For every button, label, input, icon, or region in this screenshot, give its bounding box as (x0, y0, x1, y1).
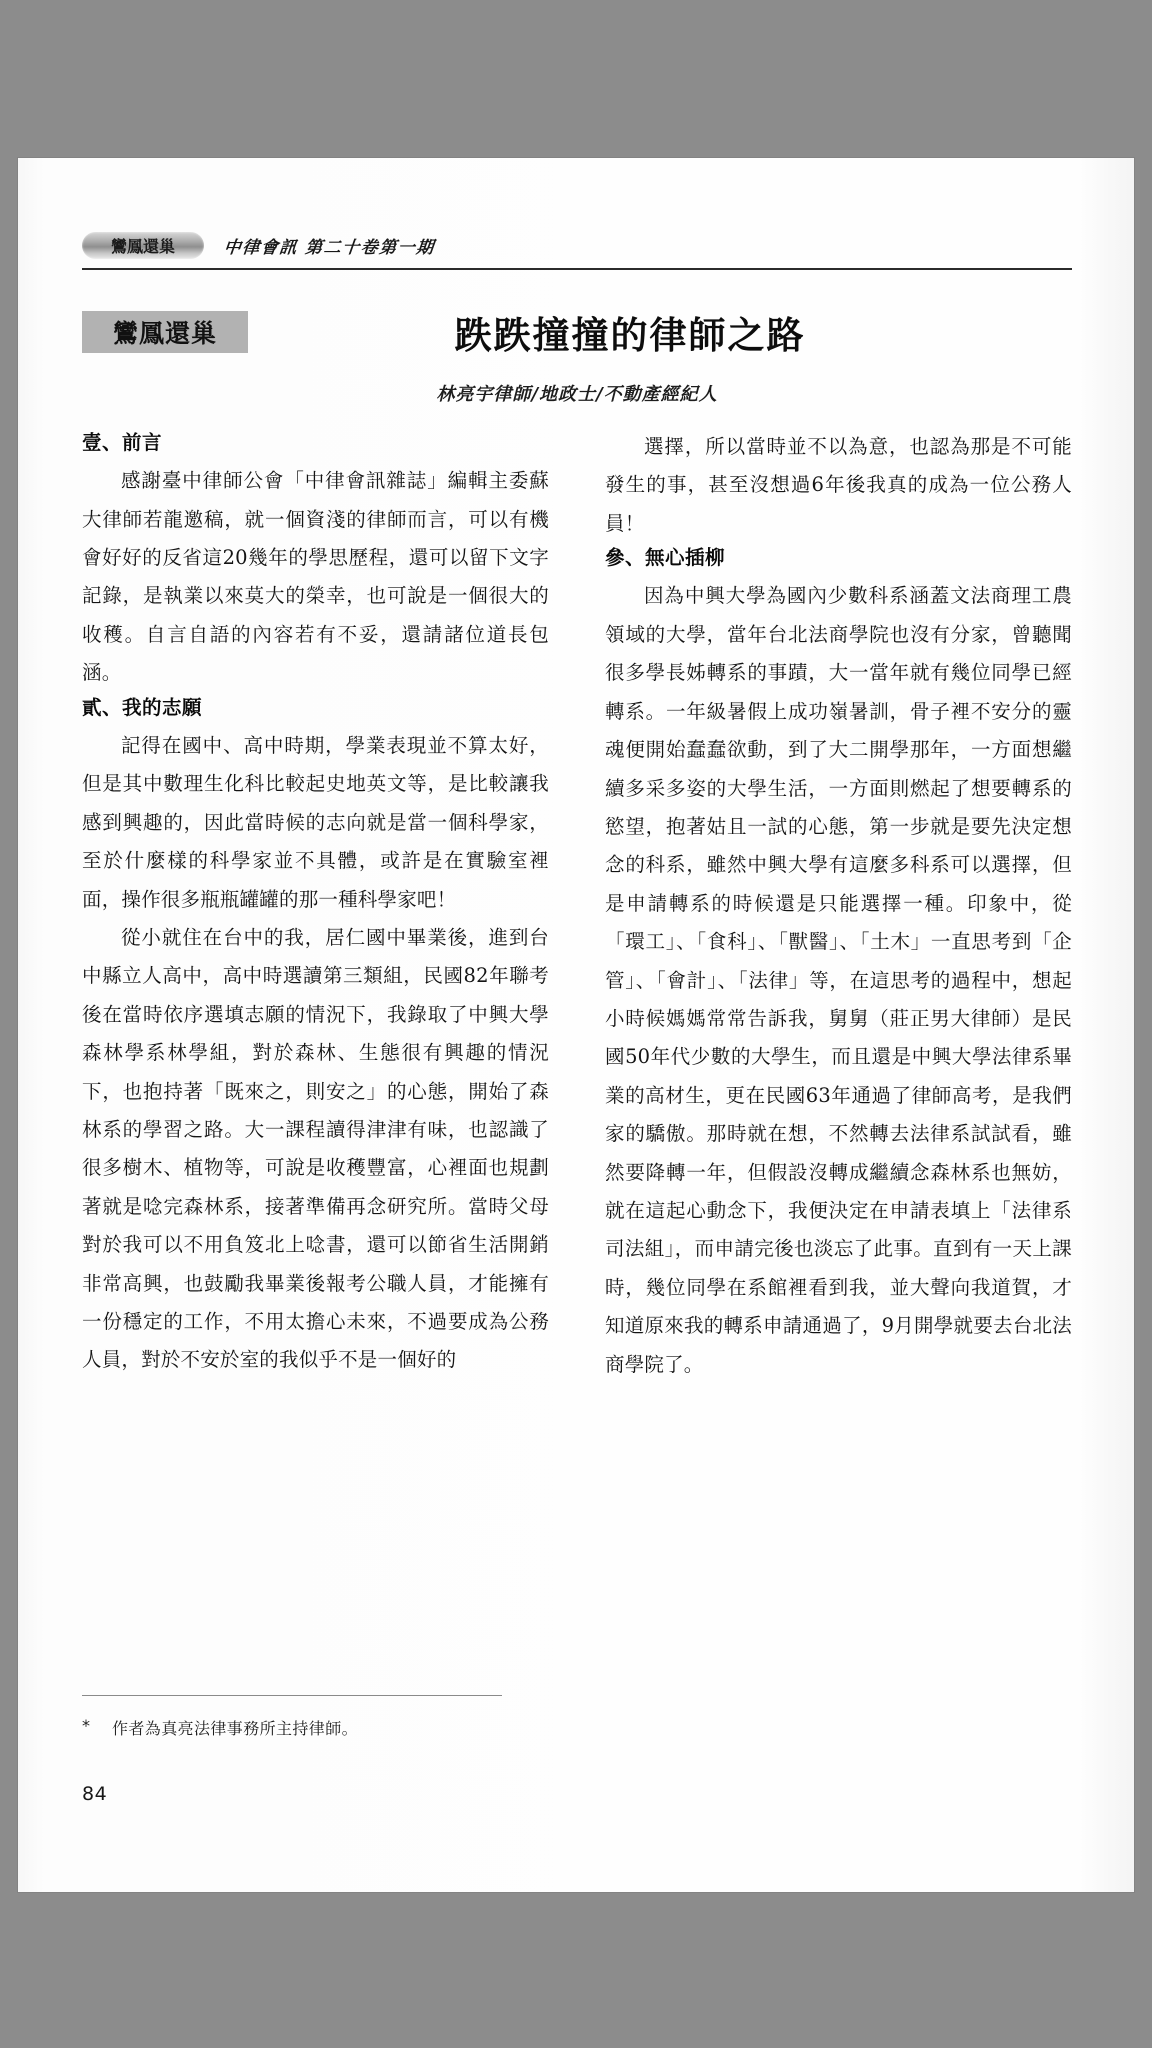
paragraph-aspiration-3: 選擇，所以當時並不以為意，也認為那是不可能發生的事，甚至沒想過6年後我真的成為一位公務人員！ (605, 435, 1072, 535)
footnote-marker: * (82, 1716, 91, 1735)
section-heading-preface: 壹、前言 (82, 431, 163, 454)
sheet-surface (18, 158, 1134, 1892)
section-heading-unintentional: 參、無心插柳 (605, 546, 726, 570)
paragraph-preface-1: 感謝臺中律師公會「中律會訊雜誌」編輯主委蘇大律師若龍邀稿，就一個資淺的律師而言，可以有機會好好的反省這20幾年的學思歷程，還可以留下文字記錄，是執業以來莫大的榮幸，也可說是一個很大的收穫。自言自語的內容若有不妥，還請諸位道長包涵。 (82, 469, 549, 685)
article-byline: 林亮宇律師/地政士/不動產經紀人 (436, 384, 718, 405)
paragraph-aspiration-2: 從小就住在台中的我，居仁國中畢業後，進到台中縣立人高中，高中時選讀第三類組，民國82年聯考後在當時依序選填志願的情況下，我錄取了中興大學森林學系林學組，對於森林、生態很有興趣的情況下，也抱持著「既來之，則安之」的心態，開始了森林系的學習之路。大一課程讀得津津有味，也認識了很多樹木、植物等，可說是收穫豐富，心裡面也規劃著就是唸完森林系，接著準備再念研究所。當時父母對於我可以不用負笈北上唸書，還可以節省生活開銷非常高興，也鼓勵我畢業後報考公職人員，才能擁有一份穩定的工作，不用太擔心未來，不過要成為公務人員，對於不安於室的我似乎不是一個好的 (82, 925, 549, 1372)
footnote-divider (82, 1695, 502, 1696)
paragraph-aspiration-1: 記得在國中、高中時期，學業表現並不算太好，但是其中數理生化科比較起史地英文等，是比較讓我感到興趣的，因此當時候的志向就是當一個科學家，至於什麼樣的科學家並不具體，或許是在實驗室裡面，操作很多瓶瓶罐罐的那一種科學家吧！ (82, 733, 549, 911)
section-heading-my-aspiration: 貳、我的志願 (82, 695, 203, 719)
article-title: 跌跌撞撞的律師之路 (454, 313, 806, 357)
running-head-journal-issue: 中律會訊 第二十卷第一期 (222, 237, 436, 258)
running-head (82, 224, 1072, 266)
paragraph-unintentional-1: 因為中興大學為國內少數科系涵蓋文法商理工農領域的大學，當年台北法商學院也沒有分家，曾聽聞很多學長姊轉系的事蹟，大一當年就有幾位同學已經轉系。一年級暑假上成功嶺暑訓，骨子裡不安分的靈魂便開始蠢蠢欲動，到了大二開學那年，一方面想繼續多采多姿的大學生活，一方面則燃起了想要轉系的慾望，抱著姑且一試的心態，第一步就是要先決定想念的科系，雖然中興大學有這麼多科系可以選擇，但是申請轉系的時候還是只能選擇一種。印象中，從「環工」、「食科」、「獸醫」、「土木」一直思考到「企管」、「會計」、「法律」等，在這思考的過程中，想起小時候媽媽常常告訴我，舅舅（莊正男大律師）是民國50年代少數的大學生，而且還是中興大學法律系畢業的高材生，更在民國63年通過了律師高考，是我們家的驕傲。那時就在想，不然轉去法律系試試看，雖然要降轉一年，但假設沒轉成繼續念森林系也無妨，就在這起心動念下，我便決定在申請表填上「法律系司法組」，而申請完後也淡忘了此事。直到有一天上課時，幾位同學在系館裡看到我，並大聲向我道賀，才知道原來我的轉系申請通過了，9月開學就要去台北法商學院了。 (605, 584, 1072, 1376)
page-margin-top (0, 0, 1152, 158)
footnote (82, 1716, 782, 1739)
footnote-text: 作者為真亮法律事務所主持律師。 (112, 1719, 359, 1738)
scanned-sheet (18, 158, 1134, 1892)
running-head-category-badge: 鸞鳳還巢 (82, 232, 204, 259)
column-right (605, 428, 1072, 1658)
article-header (82, 286, 1072, 378)
page-number: 84 (82, 1783, 108, 1805)
article-category-tag: 鸞鳳還巢 (82, 311, 248, 353)
page-margin-bottom (0, 1892, 1152, 2048)
column-left (82, 428, 549, 1658)
running-head-divider (82, 268, 1072, 270)
article-body (82, 428, 1072, 1658)
